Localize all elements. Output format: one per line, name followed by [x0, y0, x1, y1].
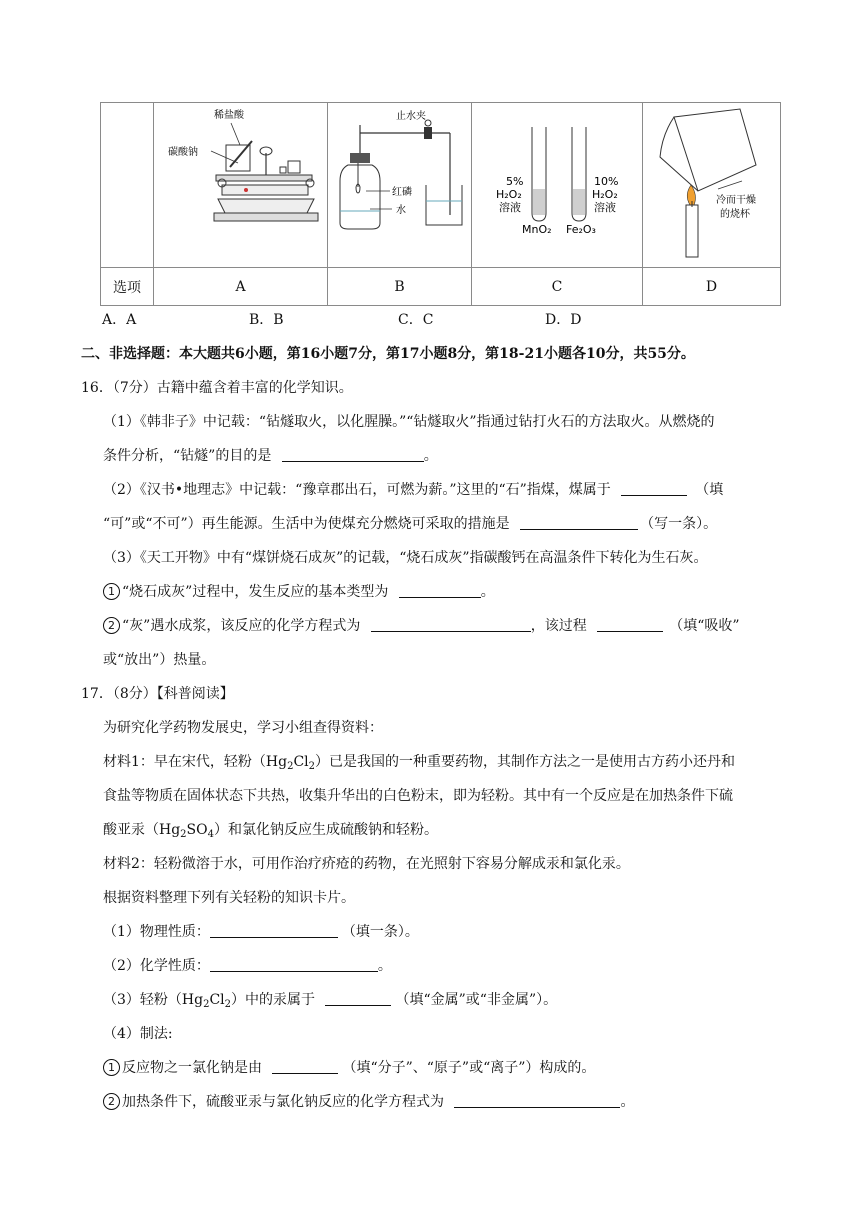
- q17-answer-blank-1[interactable]: [210, 923, 338, 938]
- label-water-clamp: 止水夹: [395, 111, 426, 122]
- option-label-b: B: [328, 268, 472, 306]
- figure-a-cell: [154, 103, 328, 268]
- q16-part1-end: 。: [423, 448, 438, 464]
- q17-answer-blank-3[interactable]: [325, 991, 391, 1006]
- phosphorus-combustion-illustration: [330, 105, 470, 265]
- q17-m1-text-a: 材料1：早在宋代，轻粉（Hg: [103, 754, 288, 770]
- label-mno2: MnO₂: [522, 223, 552, 236]
- q16-sub1-end: 。: [480, 584, 495, 600]
- q17-material1-line3: [103, 820, 438, 840]
- q17-item2: [103, 956, 392, 976]
- q17-m1-text-b: Cl: [293, 754, 309, 770]
- q17-sub2-text: 加热条件下，硫酸亚汞与氯化钠反应的化学方程式为: [122, 1094, 444, 1110]
- q16-sub1: [103, 582, 495, 602]
- q17-m1-text-e: SO: [186, 822, 208, 838]
- circled-number-2: 2: [103, 1093, 120, 1110]
- option-label-d: D: [643, 268, 781, 306]
- q17-sub2-end: 。: [620, 1094, 635, 1110]
- label-fe2o3: Fe₂O₃: [566, 223, 596, 236]
- figure-b-cell: [328, 103, 472, 268]
- subscript: 2: [308, 761, 316, 772]
- q17-stem: 17．（8分）【科普阅读】: [81, 686, 234, 702]
- circled-number-1: 1: [103, 1059, 120, 1076]
- q17-item4: （4）制法:: [103, 1026, 173, 1042]
- q17-sub1: [103, 1058, 595, 1078]
- subscript: 2: [203, 999, 210, 1010]
- q16-part3: （3）《天工开物》中有“煤饼烧石成灰”的记载，“烧石成灰”指碳酸钙在高温条件下转化为生石灰。: [103, 550, 708, 566]
- q17-answer-blank-2[interactable]: [210, 957, 378, 972]
- q17-item3: [103, 990, 557, 1010]
- experiment-figure-table: [100, 102, 781, 306]
- circled-number-2: 2: [103, 617, 120, 634]
- q16-part1-line2: [103, 446, 438, 466]
- figure-d-cell: [643, 103, 781, 268]
- q17-answer-blank-5[interactable]: [454, 1093, 620, 1108]
- q17-item1: [103, 922, 419, 942]
- q16-part2-line1: [103, 480, 723, 500]
- choice-a[interactable]: A．A: [102, 312, 137, 328]
- choice-b[interactable]: B．B: [249, 312, 284, 328]
- row-header-options: 选项: [101, 268, 154, 306]
- q17-item2-end: 。: [377, 958, 392, 974]
- q17-item2-text: （2）化学性质：: [103, 958, 210, 974]
- option-label-a: A: [154, 268, 328, 306]
- q16-answer-blank-4[interactable]: [399, 583, 481, 598]
- label-right-concentration: 10%: [594, 175, 619, 188]
- q17-m1-text-f: ）和氯化钠反应生成硫酸钠和轻粉。: [214, 822, 438, 838]
- label-left-h2o2: H₂O₂: [496, 188, 522, 201]
- q16-part2-line2: [103, 514, 717, 534]
- q16-answer-blank-2[interactable]: [621, 481, 687, 496]
- table-corner-cell: [101, 103, 154, 268]
- label-sodium-carbonate: 碳酸钠: [167, 147, 198, 158]
- q16-stem: 16．（7分）古籍中蕴含着丰富的化学知识。: [81, 380, 353, 396]
- circled-number-1: 1: [103, 583, 120, 600]
- subscript: 2: [224, 999, 232, 1010]
- option-label-c: C: [472, 268, 643, 306]
- subscript: 2: [180, 829, 187, 840]
- q16-answer-blank-5[interactable]: [371, 617, 531, 632]
- label-cold-dry: 冷而干燥: [715, 195, 756, 206]
- q17-material1-line1: [103, 752, 735, 772]
- q16-part2-end: （写一条）。: [640, 516, 718, 532]
- q17-item1-end: （填一条）。: [341, 924, 419, 940]
- choice-d[interactable]: D．D: [545, 312, 582, 328]
- label-left-concentration: 5%: [506, 175, 524, 188]
- q16-sub1-text: “烧石成灰”过程中，发生反应的基本类型为: [122, 584, 389, 600]
- q16-part2-text2: “可”或“不可”）再生能源。生活中为使煤充分燃烧可采取的措施是: [103, 516, 510, 532]
- q16-answer-blank-6[interactable]: [597, 617, 663, 632]
- q16-part1-text: 条件分析，“钻燧”的目的是: [103, 448, 272, 464]
- figure-c-cell: [472, 103, 643, 268]
- q17-card-intro: 根据资料整理下列有关轻粉的知识卡片。: [103, 890, 355, 906]
- q16-sub2-hint: （填“吸收”: [669, 618, 740, 634]
- balance-scale-illustration: [156, 105, 326, 265]
- subscript: 2: [287, 761, 294, 772]
- q17-sub1-hint: （填“分子”、“原子”或“离子”）构成的。: [342, 1060, 596, 1076]
- q16-answer-blank-1[interactable]: [282, 447, 424, 462]
- q17-m1-text-c: ）已是我国的一种重要药物，其制作方法之一是使用古方药小还丹和: [315, 754, 736, 770]
- q16-sub2-text: “灰”遇水成浆，该反应的化学方程式为: [122, 618, 361, 634]
- q16-part1-line1: （1）《韩非子》中记载：“钻燧取火，以化腥臊。”“钻燧取火”指通过钻打火石的方法取火。从燃烧的: [103, 414, 715, 430]
- q16-part2-text: （2）《汉书•地理志》中记载：“豫章郡出石，可燃为薪。”这里的“石”指煤，煤属于: [103, 482, 611, 498]
- q17-item3-text-c: ）中的汞属于: [231, 992, 316, 1008]
- q16-part2-hint: （填: [695, 482, 724, 498]
- q17-item1-text: （1）物理性质：: [103, 924, 210, 940]
- label-water: 水: [395, 205, 406, 216]
- q17-m1-text-d: 酸亚汞（Hg: [103, 822, 181, 838]
- q17-item3-text-b: Cl: [209, 992, 225, 1008]
- label-red-phosphorus: 红磷: [391, 187, 412, 198]
- candle-beaker-illustration: [644, 105, 780, 265]
- q17-answer-blank-4[interactable]: [272, 1059, 338, 1074]
- label-beaker: 的烧杯: [719, 209, 750, 220]
- q16-sub2-line2: 或“放出”）热量。: [103, 652, 216, 668]
- label-right-h2o2: H₂O₂: [592, 188, 618, 201]
- label-left-solution: 溶液: [499, 201, 521, 214]
- catalyst-test-tubes-illustration: [472, 105, 642, 265]
- q16-sub2: [103, 616, 740, 636]
- label-right-solution: 溶液: [594, 201, 616, 214]
- q17-item3-text-a: （3）轻粉（Hg: [103, 992, 204, 1008]
- q16-answer-blank-3[interactable]: [520, 515, 638, 530]
- q17-material2: 材料2：轻粉微溶于水，可用作治疗疥疮的药物，在光照射下容易分解成汞和氯化汞。: [103, 856, 630, 872]
- choice-c[interactable]: C．C: [398, 312, 434, 328]
- section-heading: 二、非选择题：本大题共6小题，第16小题7分，第17小题8分，第18-21小题各10分，共55分。: [81, 346, 695, 362]
- q17-sub1-text: 反应物之一氯化钠是由: [122, 1060, 262, 1076]
- q17-material1-line2: 食盐等物质在固体状态下共热，收集升华出的白色粉末，即为轻粉。其中有一个反应是在加热条件下硫: [103, 788, 733, 804]
- q17-sub2: [103, 1092, 634, 1112]
- subscript: 4: [207, 829, 214, 840]
- label-dilute-hcl: 稀盐酸: [213, 110, 244, 121]
- q17-item3-hint: （填“金属”或“非金属”）。: [395, 992, 558, 1008]
- q16-sub2-mid: ，该过程: [530, 618, 587, 634]
- q17-intro: 为研究化学药物发展史，学习小组查得资料：: [103, 720, 383, 736]
